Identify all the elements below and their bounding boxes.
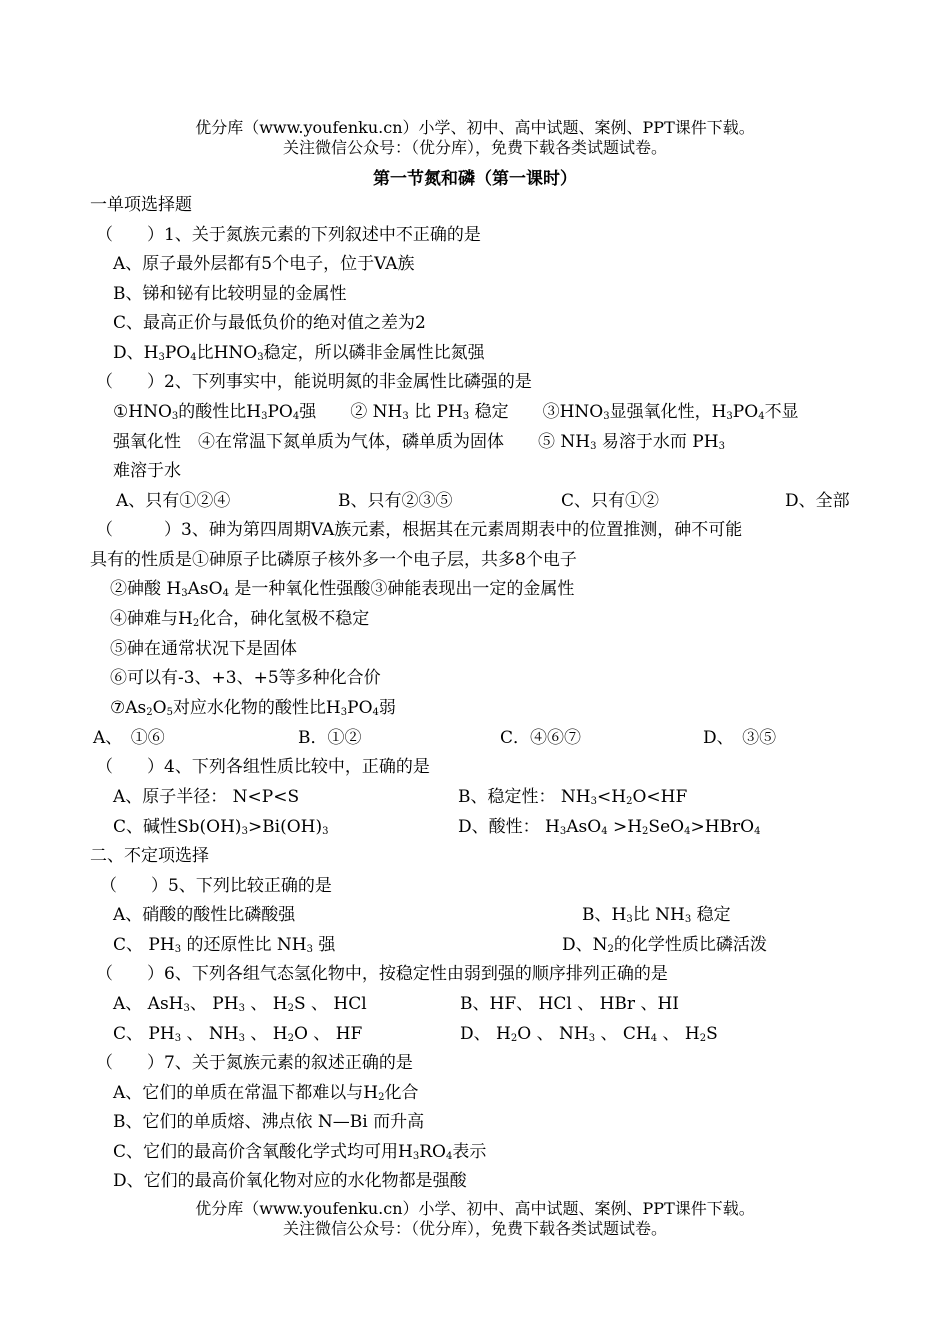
section-heading-single-choice: 一单项选择题 bbox=[90, 195, 192, 215]
question-2-stem: （ ）2、下列事实中，能说明氮的非金属性比磷强的是 bbox=[96, 372, 532, 392]
question-2-option-a: A、只有①②④ bbox=[116, 491, 231, 511]
question-6-option-a: A、 AsH$_3$、 $PH_3$ 、 $H_2S$ 、 HCl bbox=[113, 994, 367, 1014]
question-3-stem-line-2: 具有的性质是①砷原子比磷原子核外多一个电子层，共多8个电子 bbox=[90, 550, 577, 570]
question-4-stem: （ ）4、下列各组性质比较中，正确的是 bbox=[96, 757, 430, 777]
question-2-statement-line-1: $①HNO_3$的酸性比$H_3PO_4$强 ② $NH_3$ 比 $PH_3$ 稳定 $③HNO_3$显强氧化性，$H_3PO_4$不显 bbox=[113, 402, 799, 422]
section-heading-multi-choice: 二、不定项选择 bbox=[90, 846, 209, 866]
question-3-option-d: D、 ③⑤ bbox=[703, 728, 777, 748]
question-7-option-c: C、它们的最高价含氧酸化学式均可用$H_3RO_4$表示 bbox=[113, 1142, 487, 1162]
footer-line-1: 优分库（www.youfenku.cn）小学、初中、高中试题、案例、PPT课件下载。 bbox=[195, 1199, 755, 1218]
question-3-statement-5: ⑤砷在通常状况下是固体 bbox=[110, 639, 297, 659]
question-5-option-d: D、$N_2$的化学性质比磷活泼 bbox=[562, 935, 767, 955]
question-5-stem: （ ）5、下列比较正确的是 bbox=[100, 876, 332, 896]
question-1-stem: （ ）1、关于氮族元素的下列叙述中不正确的是 bbox=[96, 225, 481, 245]
footer-line-2: 关注微信公众号：（优分库），免费下载各类试题试卷。 bbox=[282, 1219, 667, 1238]
question-3-stem-line-1: （ ）3、砷为第四周期VA族元素，根据其在元素周期表中的位置推测，砷不可能 bbox=[96, 520, 743, 540]
question-2-option-c: C、只有①② bbox=[561, 491, 660, 511]
question-5-option-b: B、$H_3$比 $NH_3$ 稳定 bbox=[582, 905, 731, 925]
question-2-option-b: B、只有②③⑤ bbox=[338, 491, 453, 511]
question-7-option-d: D、它们的最高价氧化物对应的水化物都是强酸 bbox=[113, 1171, 467, 1191]
question-2-option-d: D、全部 bbox=[785, 491, 850, 511]
question-6-stem: （ ）6、下列各组气态氢化物中，按稳定性由弱到强的顺序排列正确的是 bbox=[96, 964, 668, 984]
header-line-2: 关注微信公众号：（优分库），免费下载各类试题试卷。 bbox=[282, 138, 667, 157]
question-3-statement-4: ④砷难与$H_2$化合，砷化氢极不稳定 bbox=[110, 609, 370, 629]
page-title: 第一节氮和磷（第一课时） bbox=[373, 169, 577, 189]
question-3-option-b: B．①② bbox=[298, 728, 362, 748]
question-3-statement-6: ⑥可以有-3、+3、+5等多种化合价 bbox=[110, 668, 381, 688]
question-4-option-a: A、原子半径： N<P<S bbox=[113, 787, 300, 807]
question-1-option-b: B、锑和铋有比较明显的金属性 bbox=[113, 284, 347, 304]
question-4-option-d: D、酸性： $H_3AsO_4$ $>H_2SeO_4>HBrO_4$ bbox=[458, 817, 761, 837]
question-5-option-c: C、 $PH_3$ 的还原性比 $NH_3$ 强 bbox=[113, 935, 336, 955]
question-5-option-a: A、硝酸的酸性比磷酸强 bbox=[113, 905, 296, 925]
question-7-option-a: A、它们的单质在常温下都难以与$H_2$化合 bbox=[113, 1083, 419, 1103]
question-3-statement-7: $⑦As_2O_5$对应水化物的酸性比$H_3PO_4$弱 bbox=[110, 698, 396, 718]
question-4-option-b: B、稳定性： $NH_3<H_2O<HF$ bbox=[458, 787, 688, 807]
question-2-statement-line-3: 难溶于水 bbox=[113, 461, 181, 481]
question-7-stem: （ ）7、关于氮族元素的叙述正确的是 bbox=[96, 1053, 413, 1073]
question-1-option-a: A、原子最外层都有5个电子，位于VA族 bbox=[113, 254, 415, 274]
question-7-option-b: B、它们的单质熔、沸点依 N—Bi 而升高 bbox=[113, 1112, 425, 1132]
question-1-option-c: C、最高正价与最低负价的绝对值之差为2 bbox=[113, 313, 426, 333]
question-6-option-b: B、HF、 HCl 、 HBr 、HI bbox=[460, 994, 679, 1014]
question-6-option-c: C、 $PH_3$ 、 $NH_3$ 、 $H_2O$ 、 HF bbox=[113, 1024, 363, 1044]
question-3-option-a: A、 ①⑥ bbox=[93, 728, 165, 748]
header-line-1: 优分库（www.youfenku.cn）小学、初中、高中试题、案例、PPT课件下载。 bbox=[195, 118, 755, 137]
question-3-option-c: C．④⑥⑦ bbox=[500, 728, 582, 748]
question-2-statement-line-2: 强氧化性 ④在常温下氮单质为气体，磷单质为固体 ⑤ $NH_3$ 易溶于水而 $PH_3$ bbox=[113, 432, 725, 452]
question-6-option-d: D、 $H_2O$ 、 $NH_3$ 、 $CH_4$ 、 $H_2S$ bbox=[460, 1024, 718, 1044]
question-3-statement-2: ②砷酸 $H_3AsO_4$ 是一种氧化性强酸③砷能表现出一定的金属性 bbox=[110, 579, 575, 599]
question-4-option-c: C、碱性$Sb(OH)_3>Bi(OH)_3$ bbox=[113, 817, 329, 837]
question-1-option-d: D、$H_3PO_4$比$HNO_3$稳定，所以磷非金属性比氮强 bbox=[113, 343, 485, 363]
